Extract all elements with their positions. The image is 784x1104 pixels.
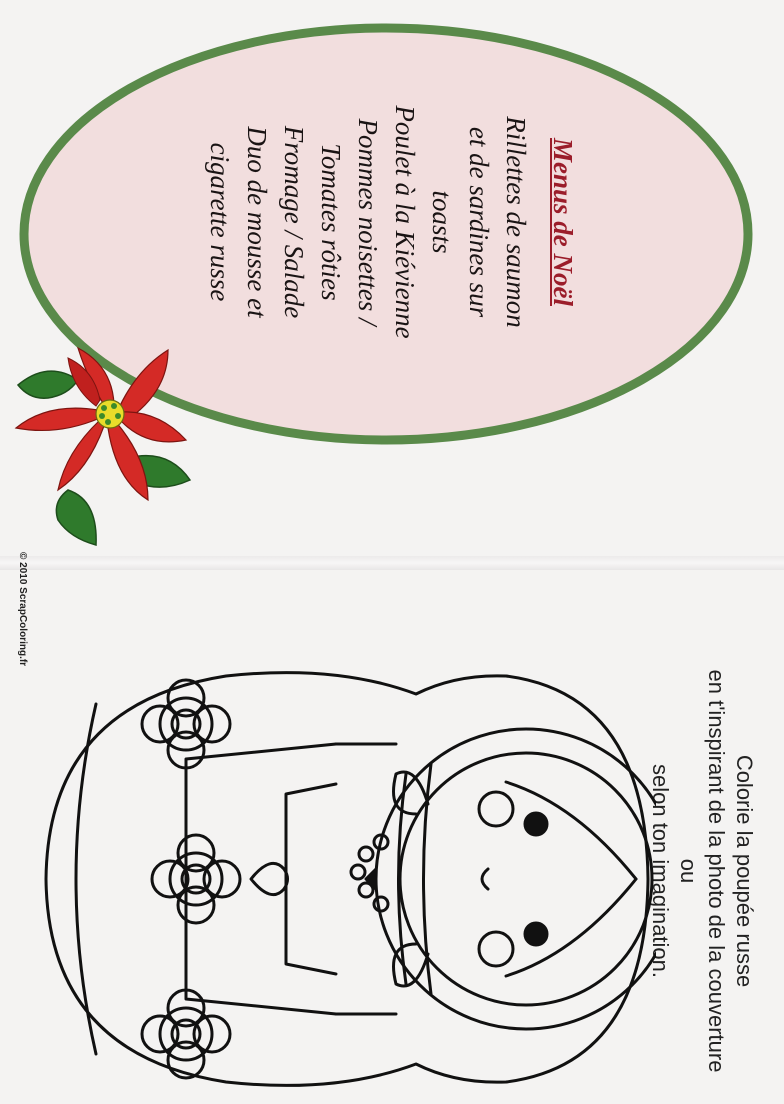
- instruction-line: selon ton imagination.: [648, 763, 673, 979]
- menu-line: Tomates rôties: [316, 143, 346, 301]
- menu-line: toasts: [427, 190, 457, 254]
- menu-line: et de sardines sur: [464, 126, 494, 318]
- menu-title: Menus de Noël: [548, 138, 578, 306]
- menu-line: Pommes noisettes /: [353, 118, 383, 326]
- copyright-notice: © 2010 ScrapColoring.fr: [17, 552, 28, 667]
- menu-line: Poulet à la Kiévienne: [390, 105, 420, 339]
- coloring-instructions: [648, 656, 758, 1086]
- menu-line: Duo de mousse et: [242, 126, 272, 318]
- menu-line: cigarette russe: [205, 142, 235, 302]
- page-fold: [0, 556, 784, 570]
- instruction-line: Colorie la poupée russe: [732, 754, 757, 988]
- instruction-line: en t'inspirant de la photo de la couverture ou: [676, 669, 729, 1073]
- menu-line: Rillettes de saumon: [501, 116, 531, 328]
- poinsettia-icon: [8, 340, 198, 550]
- menu-text-block: [181, 7, 585, 437]
- menu-line: Fromage / Salade: [279, 125, 309, 319]
- matryoshka-doll-drawing: [36, 664, 656, 1094]
